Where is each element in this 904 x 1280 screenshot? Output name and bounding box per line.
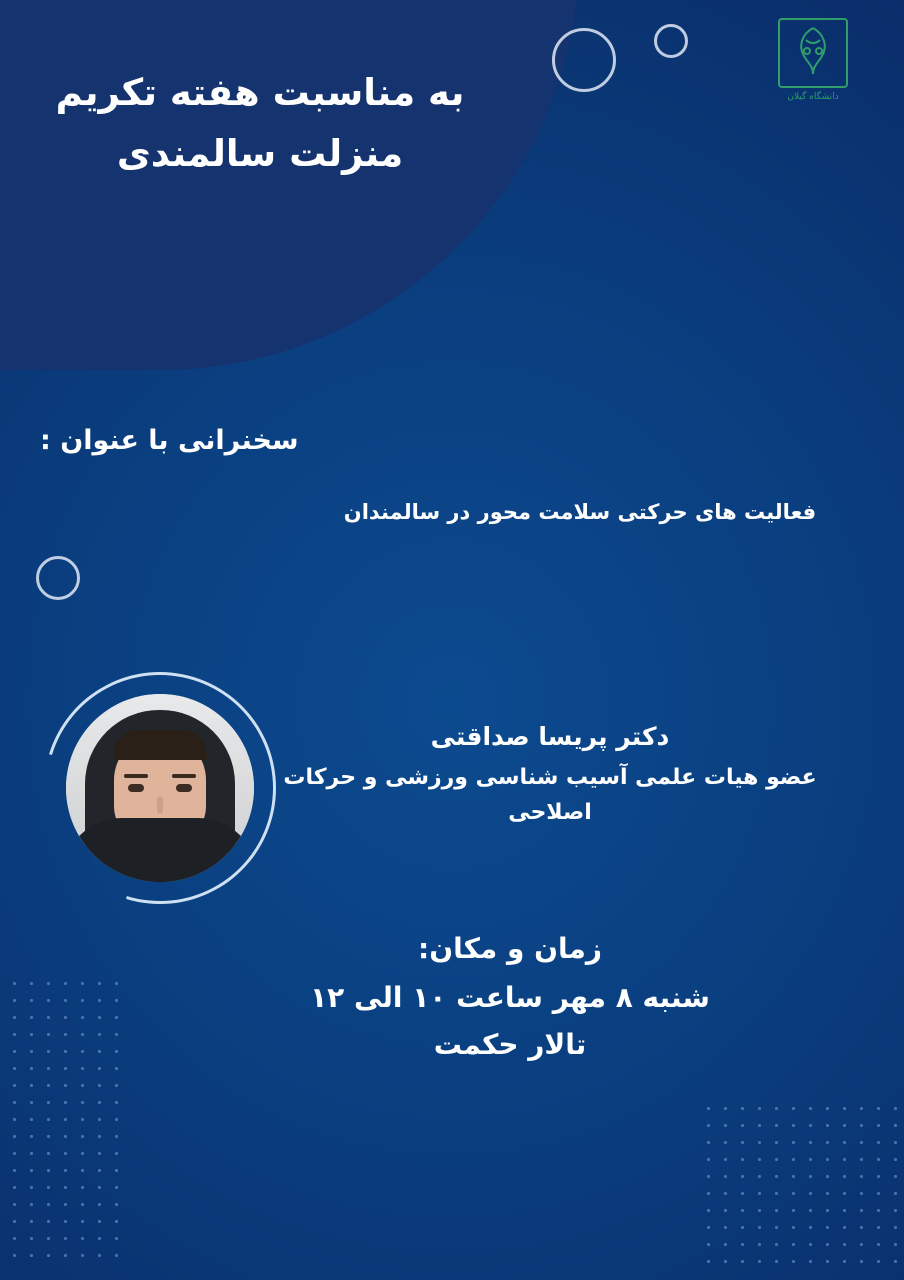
background-blob-shape bbox=[0, 0, 580, 370]
university-logo bbox=[772, 18, 854, 114]
event-date: شنبه ۸ مهر ساعت ۱۰ الی ۱۲ bbox=[310, 980, 710, 1014]
lecture-label bbox=[40, 425, 860, 456]
event-details-label: زمان و مکان: bbox=[418, 932, 602, 965]
speaker-avatar bbox=[66, 694, 254, 882]
page-title: به مناسبت هفته تکریم منزلت سالمندی bbox=[55, 71, 465, 176]
dot-grid-bottom-right bbox=[700, 1100, 900, 1270]
decorative-ring-large bbox=[552, 28, 616, 92]
lecture-title: فعالیت های حرکتی سلامت محور در سالمندان bbox=[343, 500, 817, 524]
event-venue: تالار حکمت bbox=[433, 1027, 587, 1061]
decorative-ring-left bbox=[36, 556, 80, 600]
dot-grid-left bbox=[6, 975, 128, 1265]
speaker-name: دکتر پریسا صداقتی bbox=[430, 722, 670, 751]
university-logo-caption: دانشگاه گیلان bbox=[787, 92, 839, 102]
speaker-role: عضو هیات علمی آسیب شناسی ورزشی و حرکات اصلاحی bbox=[283, 764, 817, 825]
event-details bbox=[160, 925, 860, 1068]
decorative-ring-small bbox=[654, 24, 688, 58]
lecture-label-text: سخنرانی با عنوان : bbox=[40, 425, 299, 456]
speaker-info bbox=[240, 718, 860, 830]
university-logo-icon bbox=[778, 18, 848, 88]
